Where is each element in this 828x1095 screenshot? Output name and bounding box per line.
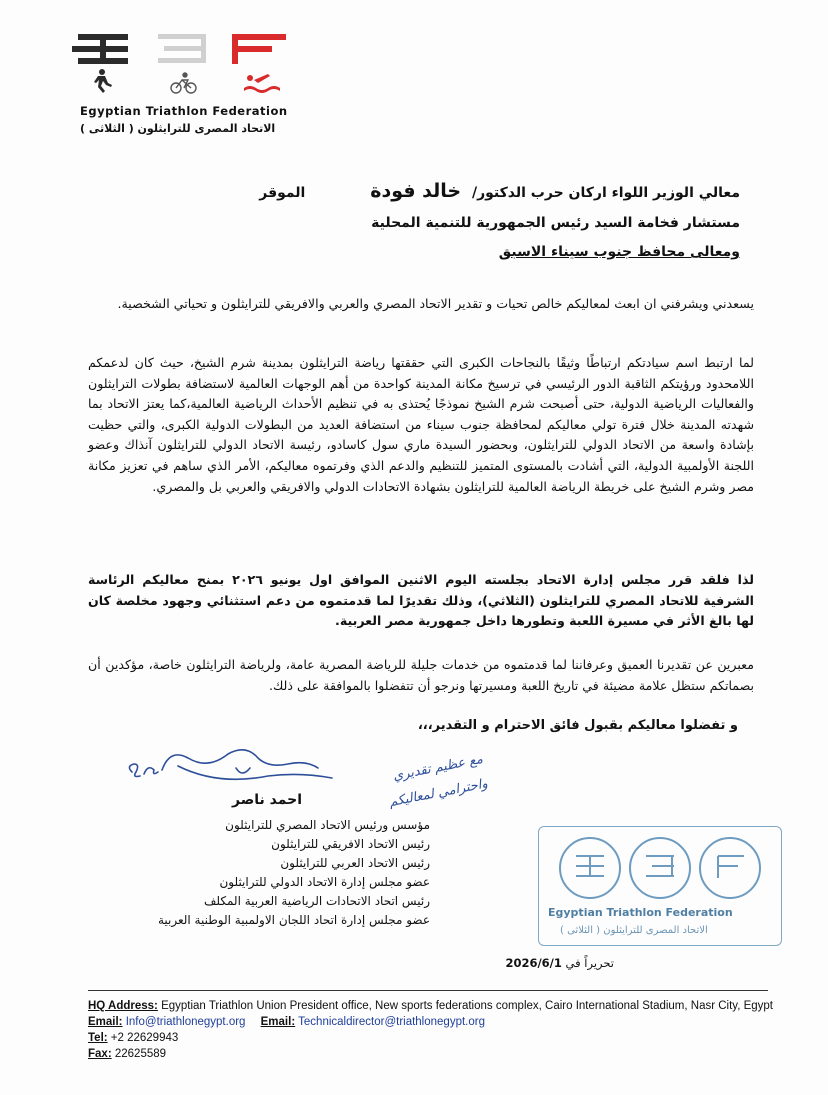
signatory-title: رئيس اتحاد الاتحادات الرياضية العربية المكلف [203, 894, 430, 908]
fax-value: 22625589 [114, 1048, 167, 1060]
email-label: Email: [260, 1016, 296, 1028]
tel-label: Tel: [88, 1032, 108, 1044]
addressee-line-3: ومعالى محافظ جنوب سيناء الاسبق [498, 244, 740, 260]
addressee-honorific: الموقر [259, 185, 306, 201]
paragraph-main: لما ارتبط اسم سيادتكم ارتباطًا وثيقًا بالنجاحات الكبرى التي حققتها رياضة الترايثلون بمدينة شرم الشيخ، حيث كان لدعمكم اللامحدود ورؤيتكم الثاقبة الدور الرئيسي في ترسيخ مكانة المدينة كواحدة من أهم الوجهات العالمية لاستضافة بطولات الترايثلون والفعاليات الرياضية الدولية، حتى أصبحت شرم الشيخ نموذجًا يُحتذى به في تنظيم الأحداث الرياضية العالمية،كما يعتز الاتحاد بما شهدته المدينة خلال فترة تولي معاليكم لمحافظة جنوب سيناء من استضافة العديد من البطولات الدولية الكبرى، والتي حظيت بإشادة واسعة من الاتحاد الدولي للترايثلون، وبحضور السيدة ماري سول كاسادو، رئيسة الاتحاد الدولي للترايثلون آنذاك وعضو اللجنة الأولمبية الدولية، التي أشادت بالمستوى المتميز للتنظيم والدعم الذي وفرتموه معاليكم، الأمر الذي ساهم في تعزيز مكانة مصر وشرم الشيخ على خريطة الرياضة العالمية للترايثلون بشهادة الاتحادات الدولي والافريقي والعربي بل والمصري. [88, 355, 754, 494]
footer-tel [88, 1032, 178, 1044]
stamp-text-en: Egyptian Triathlon Federation [548, 906, 733, 919]
handwritten-note-line-2: واحترامي لمعاليكم [387, 776, 489, 811]
handwritten-note-line-1: مع عظيم تقديري [391, 751, 485, 784]
signatory-title: عضو مجلس إدارة اتحاد اللجان الاولمبية الوطنية العربية [157, 913, 430, 927]
addressee-name: خالد فودة [370, 180, 462, 202]
tel-value: +2 22629943 [110, 1032, 179, 1044]
signatory-titles [70, 816, 430, 930]
signatory-name: احمد ناصر [232, 792, 302, 808]
logo-emblem [72, 28, 294, 104]
logo-f-mark [232, 34, 286, 64]
runner-icon [94, 69, 112, 93]
date-value: 2026/6/1 [505, 956, 562, 970]
swimmer-icon [244, 74, 280, 93]
hq-value: Egyptian Triathlon Union President office, New sports federations complex, Cairo International Stadium, Nasr City, Egypt [161, 1000, 774, 1012]
hq-label: HQ Address: [88, 1000, 158, 1012]
logo-three-mark [158, 34, 206, 63]
stamp-text-ar: الاتحاد المصرى للترايثلون ( الثلاثى ) [560, 925, 708, 936]
signatory-title: رئيس الاتحاد العربي للترايثلون [280, 856, 430, 870]
paragraph-decision: لذا فلقد قرر مجلس إدارة الاتحاد بجلسته اليوم الاثنين الموافق اول يونيو ٢٠٢٦ بمنح معاليكم الرئاسة الشرفية للاتحاد المصري للترايثلون (الثلاثي)، وذلك تقديرًا لما قدمتموه من دعم استثنائي وجهود مخلصة كان لها بالغ الأثر في مسيرة اللعبة وتطورها داخل جمهورية مصر العربية. [88, 572, 754, 629]
email-label: Email: [88, 1016, 123, 1028]
handwritten-note [382, 747, 490, 815]
signatory-title: مؤسس ورئيس الاتحاد المصري للترايثلون [225, 818, 430, 832]
addressee-line-1 [180, 180, 740, 202]
email-link-technical[interactable]: Technicaldirector@triathlonegypt.org [298, 1016, 485, 1028]
bicycle-icon [171, 73, 196, 93]
email-link-info[interactable]: Info@triathlonegypt.org [125, 1016, 246, 1028]
closing-line: و تفضلوا معاليكم بقبول فائق الاحترام و التقدير،،، [417, 718, 738, 733]
date-label: تحريراً في [565, 956, 614, 970]
footer-emails [88, 1016, 485, 1028]
addressee-line-2: مستشار فخامة السيد رئيس الجمهورية للتنمية المحلية [371, 215, 740, 231]
footer-hq [88, 1000, 773, 1012]
footer-fax [88, 1048, 166, 1060]
addressee-prefix: معالي الوزير اللواء اركان حرب الدكتور/ [471, 185, 740, 201]
logo-text-en: Egyptian Triathlon Federation [80, 104, 288, 118]
logo-e-mark [72, 34, 128, 64]
signatory-title: رئيس الاتحاد الافريقي للترايثلون [271, 837, 430, 851]
stamp-emblem [556, 834, 766, 904]
signatory-title: عضو مجلس إدارة الاتحاد الدولي للترايثلون [219, 875, 430, 889]
footer-divider [88, 990, 768, 991]
logo-text-ar: الاتحاد المصرى للترايثلون ( الثلاثى ) [80, 122, 276, 135]
handwritten-signature [118, 738, 348, 800]
fax-label: Fax: [88, 1048, 112, 1060]
paragraph-greeting: يسعدني ويشرفني ان ابعث لمعاليكم خالص تحيات و تقدير الاتحاد المصري والعربي والافريقي للترايثلون و تحياتي الشخصية. [117, 296, 754, 311]
date-line [505, 956, 614, 970]
paragraph-gratitude: معبرين عن تقديرنا العميق وعرفاننا لما قدمتموه من خدمات جليلة للرياضة المصرية عامة، ولرياضة الترايثلون خاصة، مؤكدين أن بصماتكم ستظل علامة مضيئة في تاريخ اللعبة ومسيرتها ونرجو أن تتفضلوا بالموافقة على ذلك. [88, 657, 754, 693]
